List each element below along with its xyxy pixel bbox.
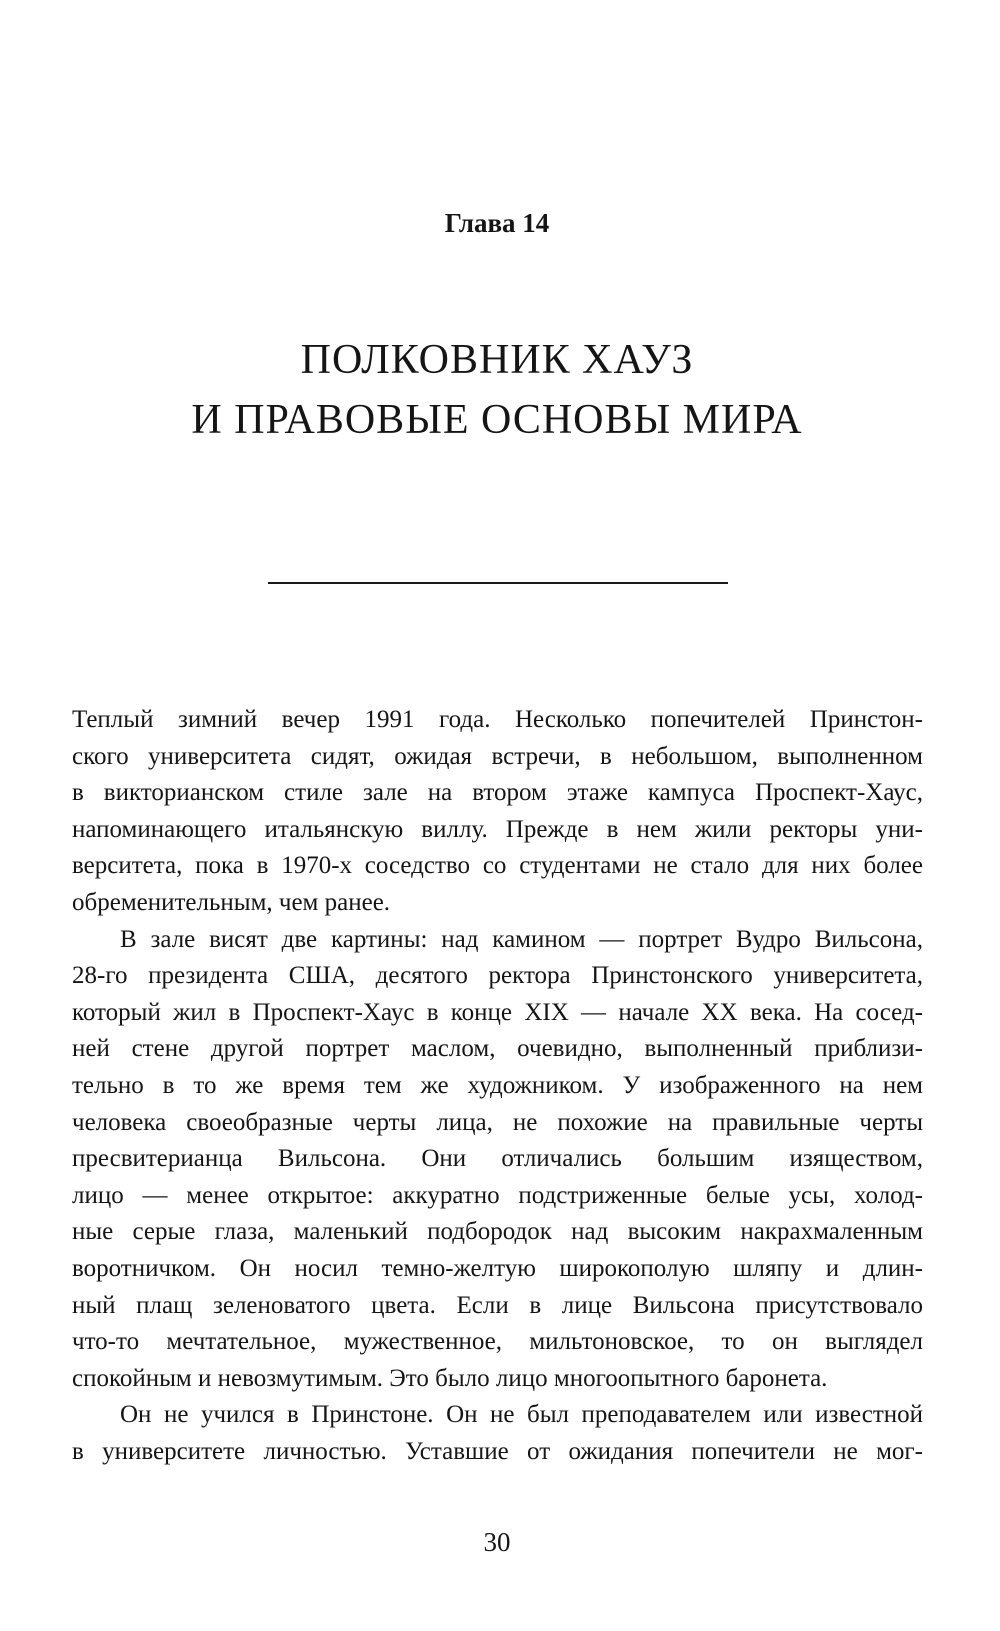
text-line: Теплый зимний вечер 1991 года. Несколько попечителей Принстон- bbox=[72, 706, 923, 733]
text-line: воротничком. Он носил темно-желтую широкополую шляпу и длин- bbox=[72, 1254, 923, 1282]
text-line: верситета, пока в 1970-х соседство со студентами не стало для них более bbox=[72, 852, 923, 880]
text-line: пресвитерианца Вильсона. Они отличались большим изяществом, bbox=[72, 1145, 923, 1173]
text-line: Он не учился в Принстоне. Он не был преподавателем или известной bbox=[120, 1401, 923, 1429]
text-line: напоминающего итальянскую виллу. Прежде в нем жили ректоры уни- bbox=[72, 815, 923, 843]
text-line: ского университета сидят, ожидая встречи, в небольшом, выполненном bbox=[72, 742, 923, 770]
text-line: человека своеобразные черты лица, не похожие на правильные черты bbox=[72, 1108, 923, 1136]
text-line: тельно в то же время тем же художником. У изображенного на нем bbox=[72, 1071, 923, 1099]
text-line: ные серые глаза, маленький подбородок над высоким накрахмаленным bbox=[72, 1218, 923, 1246]
text-line: 28-го президента США, десятого ректора Принстонского университета, bbox=[72, 962, 923, 990]
chapter-title-line: И ПРАВОВЫЕ ОСНОВЫ МИРА bbox=[191, 397, 803, 443]
chapter-title-line: ПОЛКОВНИК ХАУЗ bbox=[300, 337, 694, 383]
text-line: что-то мечтательное, мужественное, мильтоновское, то он выглядел bbox=[72, 1328, 923, 1356]
page-number: 30 bbox=[483, 1527, 511, 1557]
text-line: ный плащ зеленоватого цвета. Если в лице Вильсона присутствовало bbox=[72, 1291, 923, 1319]
text-line: который жил в Проспект-Хаус в конце XIX — начале XX века. На сосед- bbox=[72, 998, 923, 1026]
text-line: в университете личностью. Уставшие от ожидания попечители не мог- bbox=[72, 1437, 923, 1465]
chapter-label: Глава 14 bbox=[444, 208, 550, 238]
text-line: обременительным, чем ранее. bbox=[72, 888, 391, 916]
text-line: спокойным и невозмутимым. Это было лицо многоопытного баронета. bbox=[72, 1364, 828, 1392]
body-text bbox=[72, 702, 923, 1470]
chapter-title bbox=[0, 330, 994, 450]
text-line: в викторианском стиле зале на втором этаже кампуса Проспект-Хаус, bbox=[72, 779, 923, 807]
text-line: В зале висят две картины: над камином — портрет Вудро Вильсона, bbox=[120, 925, 923, 953]
text-line: ней стене другой портрет маслом, очевидно, выполненный приблизи- bbox=[72, 1035, 923, 1063]
divider-rule bbox=[268, 582, 728, 584]
text-line: лицо — менее открытое: аккуратно подстриженные белые усы, холод- bbox=[72, 1181, 923, 1209]
